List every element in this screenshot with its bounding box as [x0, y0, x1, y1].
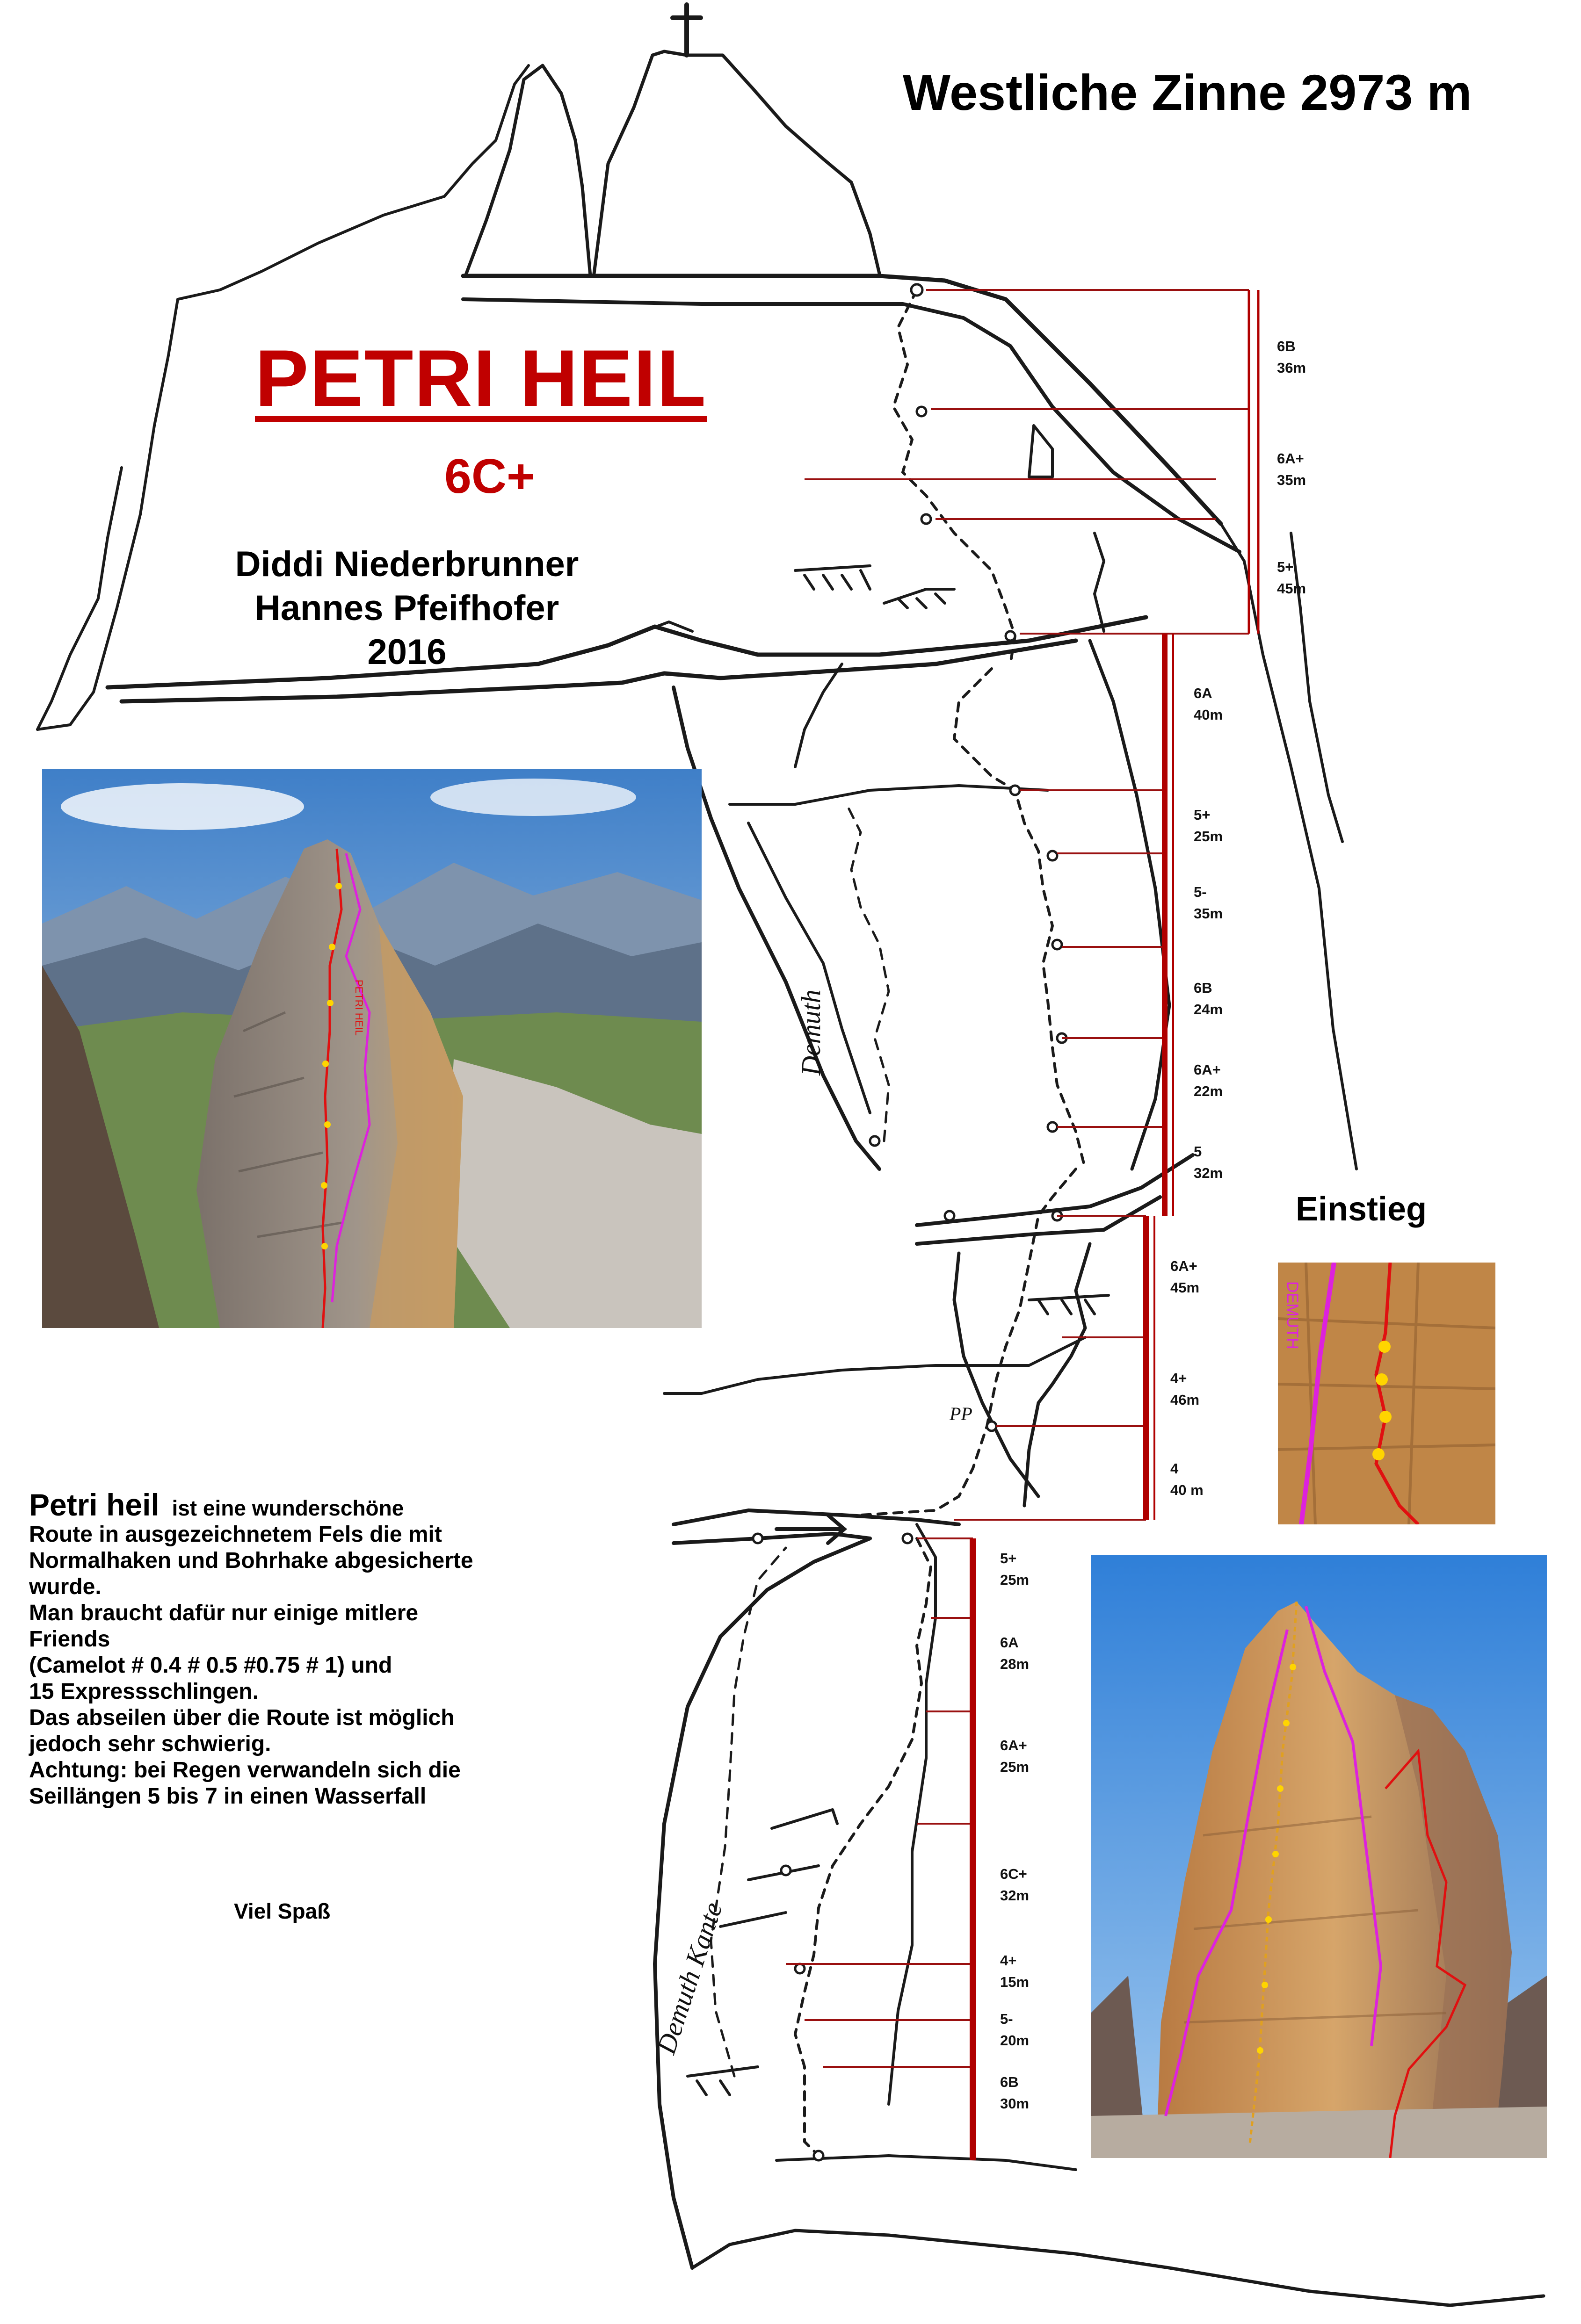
summit-cross-icon [673, 5, 701, 55]
description-line: (Camelot # 0.4 # 0.5 #0.75 # 1) und [29, 1653, 392, 1678]
description-line: Route in ausgezeichnetem Fels die mit [29, 1522, 442, 1547]
pitch-label: 6A+ 35m [1277, 450, 1306, 488]
pitch-label: 5- 35m [1194, 884, 1223, 922]
route-description [29, 1487, 581, 1810]
pitch-label: 5 32m [1194, 1143, 1223, 1181]
route-authors [196, 542, 617, 674]
pitch-label: 5+ 25m [1000, 1550, 1030, 1588]
pitch-label: 4+ 46m [1170, 1370, 1200, 1408]
pitch-label: 6A+ 45m [1170, 1258, 1200, 1296]
pitch-label: 6C+ 32m [1000, 1866, 1030, 1904]
pitch-label: 6A 28m [1000, 1634, 1030, 1672]
demuth-label: Demuth [796, 989, 826, 1075]
description-title: Petri heil [29, 1487, 160, 1522]
peak-title: Westliche Zinne 2973 m [903, 64, 1472, 121]
einstieg-photo [1278, 1263, 1495, 1524]
pitch-label: 6A 40m [1194, 685, 1223, 723]
description-line: Das abseilen über die Route ist möglich [29, 1705, 455, 1730]
pitch-label: 6B 36m [1277, 338, 1306, 376]
first-ascent-year: 2016 [367, 632, 447, 672]
closing-text: Viel Spaß [234, 1899, 331, 1923]
pitch-label: 6A+ 25m [1000, 1737, 1030, 1775]
photo-route-label: PETRI HEIL [353, 980, 365, 1036]
description-line: Normalhaken und Bohrhake abgesicherte [29, 1548, 473, 1573]
route-grade: 6C+ [444, 449, 535, 504]
arrow-right-icon [776, 1515, 844, 1543]
pitch-label: 5+ 25m [1194, 807, 1223, 844]
face-route-photo [1091, 1555, 1547, 2158]
demuth-kante-label: Demuth Kante [650, 1898, 728, 2058]
aerial-route-photo [42, 769, 702, 1328]
pitch-label: 6A+ 22m [1194, 1061, 1223, 1099]
pitch-label: 6B 30m [1000, 2074, 1030, 2112]
description-line: Man braucht dafür nur einige mitlere [29, 1601, 419, 1625]
pitch-label: 4 40 m [1170, 1460, 1204, 1498]
description-line: Achtung: bei Regen verwandeln sich die [29, 1758, 461, 1783]
pitch-label: 4+ 15m [1000, 1952, 1030, 1990]
author-2: Hannes Pfeifhofer [254, 588, 559, 628]
description-line: jedoch sehr schwierig. [29, 1732, 271, 1756]
pitch-label: 5- 20m [1000, 2011, 1030, 2049]
einstieg-label: Einstieg [1296, 1191, 1427, 1228]
pitch-label: 6B 24m [1194, 980, 1223, 1018]
description-line: 15 Expressschlingen. [29, 1679, 259, 1704]
description-line: Friends [29, 1627, 110, 1652]
pp-label: PP [950, 1403, 972, 1424]
description-intro: ist eine wunderschöne [172, 1496, 404, 1520]
photo-demuth-label: DEMUTH [1284, 1281, 1301, 1350]
description-line: wurde. [29, 1574, 102, 1599]
route-name: PETRI HEIL [255, 333, 707, 423]
description-line: Seillängen 5 bis 7 in einen Wasserfall [29, 1784, 427, 1809]
pitch-label: 5+ 45m [1277, 559, 1306, 597]
author-1: Diddi Niederbrunner [235, 544, 579, 584]
